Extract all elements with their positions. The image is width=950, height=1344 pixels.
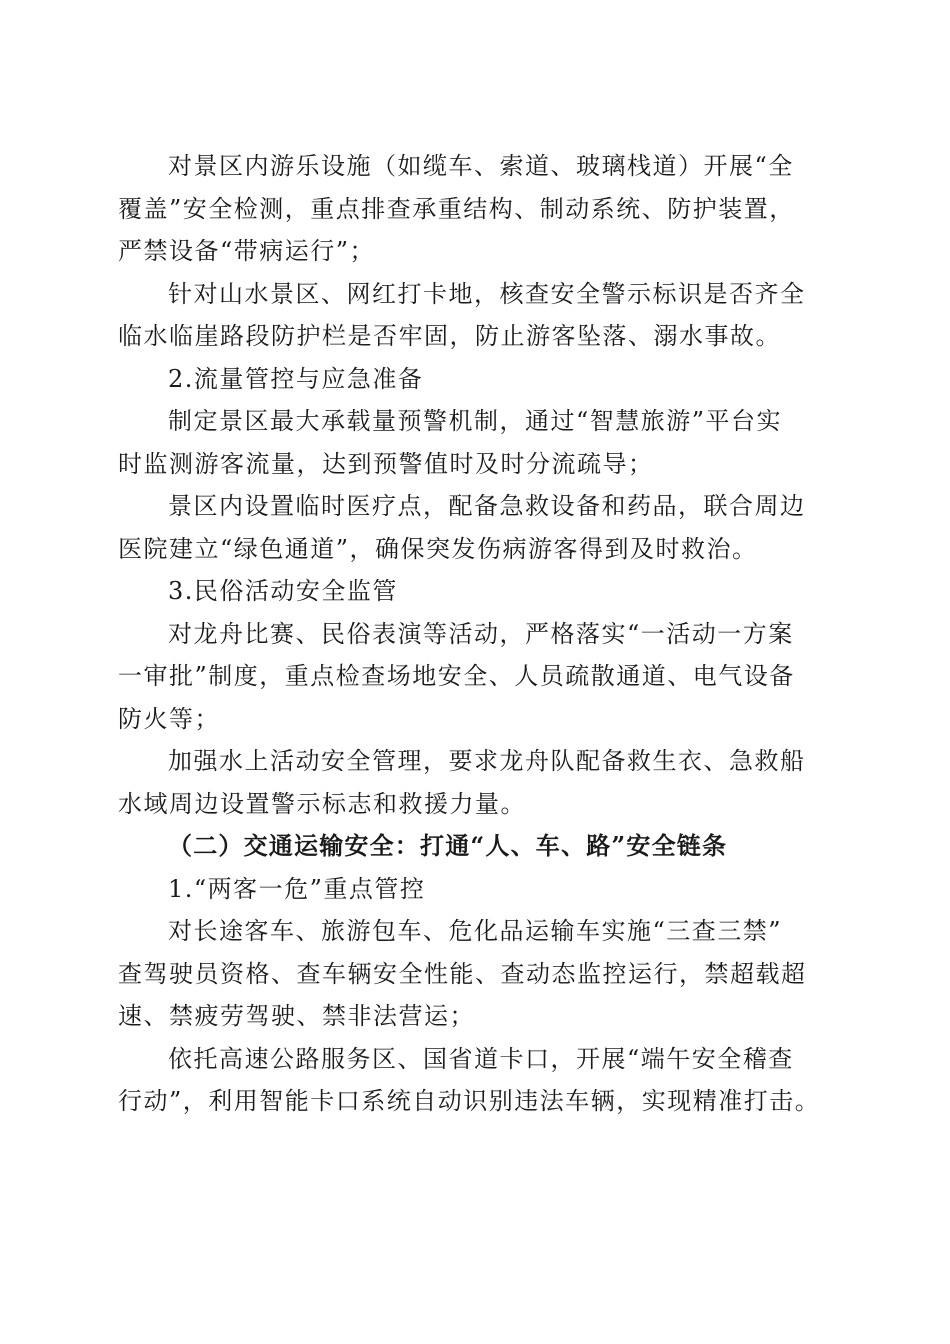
paragraph-line: 防火等；: [118, 704, 220, 733]
paragraph-line: 一审批”制度，重点检查场地安全、人员疏散通道、电气设备: [118, 662, 795, 690]
paragraph-line: 对龙舟比赛、民俗表演等活动，严格落实“一活动一方案: [168, 619, 794, 648]
section-heading: （二）交通运输安全：打通“人、车、路”安全链条: [168, 831, 728, 860]
paragraph-line: 查驾驶员资格、查车辆安全性能、查动态监控运行，禁超载超: [118, 959, 807, 988]
paragraph-line: 速、禁疲劳驾驶、禁非法营运；: [118, 1002, 475, 1030]
paragraph-line: 加强水上活动安全管理，要求龙舟队配备救生衣、急救船: [168, 747, 806, 775]
paragraph-line: 时监测游客流量，达到预警值时及时分流疏导；: [118, 449, 654, 478]
paragraph-line: 严禁设备“带病运行”；: [118, 237, 376, 265]
paragraph-line: 依托高速公路服务区、国省道卡口，开展“端午安全稽查: [168, 1044, 794, 1073]
subsection-heading: 1.“两客一危”重点管控: [168, 874, 426, 903]
paragraph-line: 覆盖”安全检测，重点排查承重结构、制动系统、防护装置，: [118, 194, 795, 223]
paragraph-line: 水域周边设置警示标志和救援力量。: [118, 789, 526, 818]
paragraph-line: 行动”，利用智能卡口系统自动识别违法车辆，实现精准打击。: [118, 1087, 821, 1115]
paragraph-line: 临水临崖路段防护栏是否牢固，防止游客坠落、溺水事故。: [118, 322, 781, 350]
paragraph-line: 对景区内游乐设施（如缆车、索道、玻璃栈道）开展“全: [168, 152, 794, 180]
subsection-heading: 3.民俗活动安全监管: [168, 577, 398, 605]
paragraph-line: 景区内设置临时医疗点，配备急救设备和药品，联合周边: [168, 492, 806, 520]
paragraph-line: 医院建立“绿色通道”，确保突发伤病游客得到及时救治。: [118, 534, 758, 563]
document-body: [118, 145, 830, 1123]
subsection-heading: 2.流量管控与应急准备: [168, 364, 424, 393]
paragraph-line: 对长途客车、旅游包车、危化品运输车实施“三查三禁”: [168, 917, 783, 945]
paragraph-line: 制定景区最大承载量预警机制，通过“智慧旅游”平台实: [168, 407, 783, 435]
paragraph-line: 针对山水景区、网红打卡地，核查安全警示标识是否齐全: [168, 279, 806, 308]
